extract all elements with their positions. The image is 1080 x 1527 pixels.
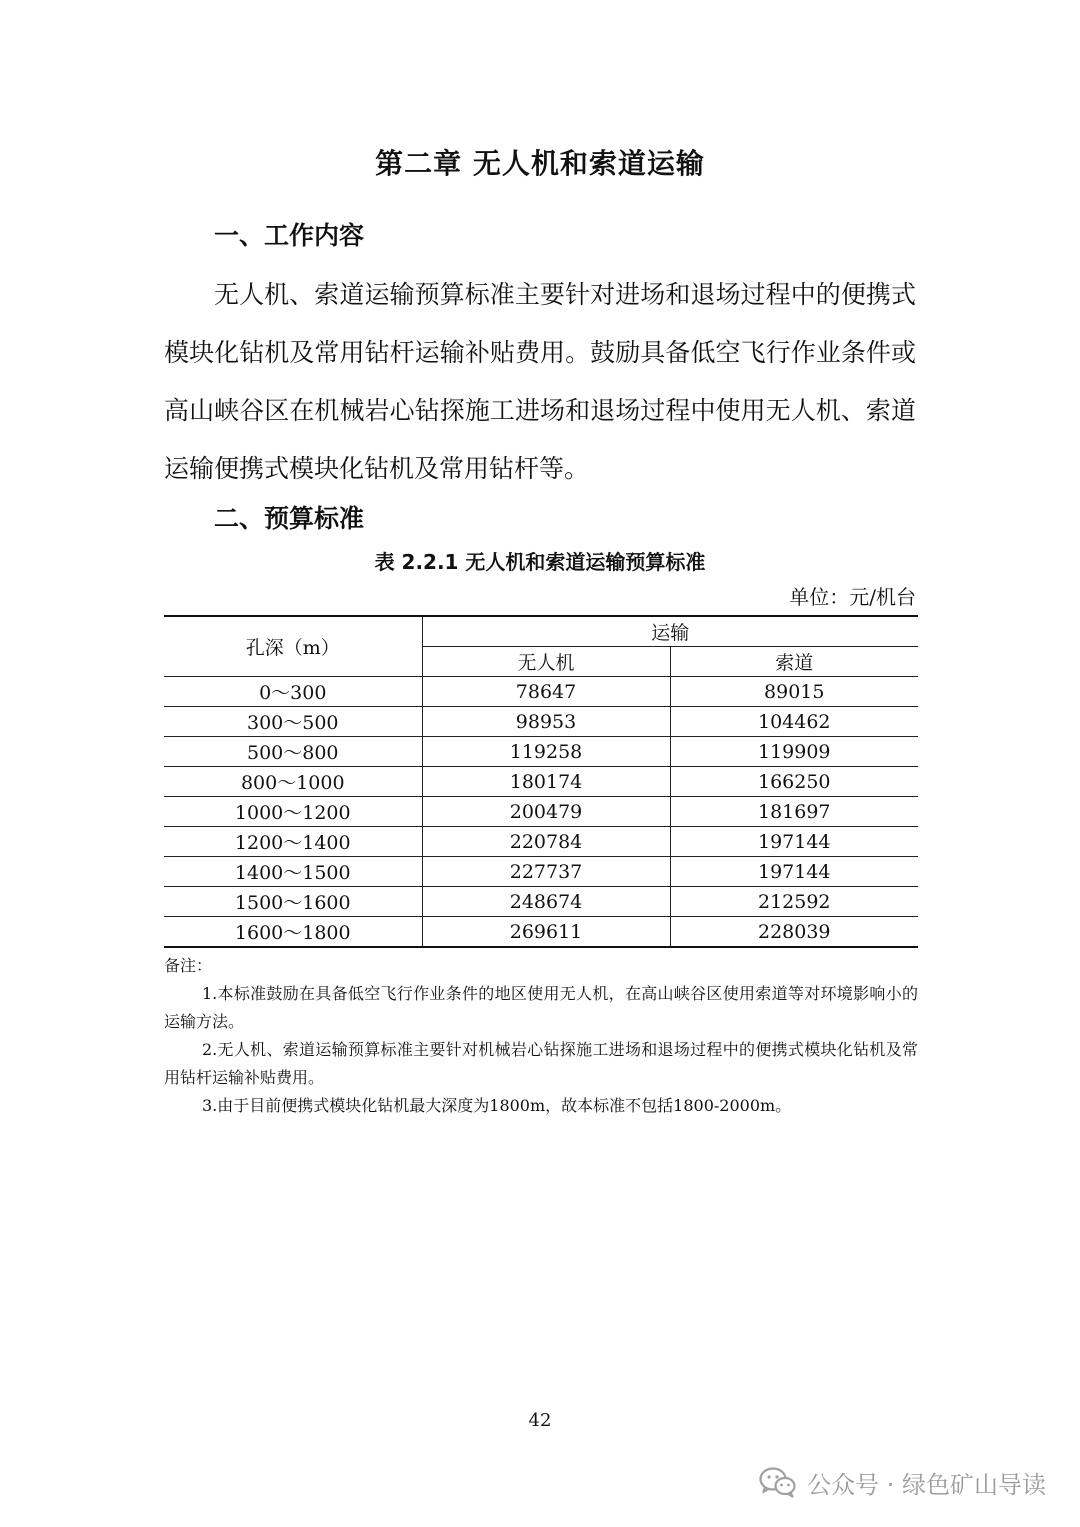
cell-drone: 248674 <box>422 887 670 917</box>
table-row <box>164 797 918 827</box>
table-row <box>164 767 918 797</box>
table-row <box>164 707 918 737</box>
cell-cableway: 119909 <box>670 737 918 767</box>
paragraph-text: 无人机、索道运输预算标准主要针对进场和退场过程中的便携式模块化钻机及常用钻杆运输补贴费用。鼓励具备低空飞行作业条件或高山峡谷区在机械岩心钻探施工进场和退场过程中使用无人机、索道运输便携式模块化钻机及常用钻杆等。 <box>164 280 916 483</box>
work-content-paragraph <box>164 266 916 498</box>
cell-drone: 119258 <box>422 737 670 767</box>
cell-depth: 0～300 <box>164 677 422 707</box>
notes-section <box>164 952 918 1120</box>
cell-drone: 269611 <box>422 917 670 948</box>
cell-cableway: 228039 <box>670 917 918 948</box>
cell-depth: 1600～1800 <box>164 917 422 948</box>
cell-drone: 180174 <box>422 767 670 797</box>
cell-depth: 1000～1200 <box>164 797 422 827</box>
cell-depth: 1500～1600 <box>164 887 422 917</box>
header-depth: 孔深（m） <box>164 616 422 677</box>
cell-depth: 300～500 <box>164 707 422 737</box>
section-heading-budget-standard: 二、预算标准 <box>214 504 365 533</box>
cell-depth: 500～800 <box>164 737 422 767</box>
header-transport: 运输 <box>422 616 918 647</box>
cell-depth: 1200～1400 <box>164 827 422 857</box>
cell-depth: 1400～1500 <box>164 857 422 887</box>
table-header-row <box>164 616 918 647</box>
section-heading-work-content: 一、工作内容 <box>214 221 365 250</box>
table-row <box>164 887 918 917</box>
table-row <box>164 737 918 767</box>
cell-cableway: 181697 <box>670 797 918 827</box>
table-unit: 单位：元/机台 <box>789 585 916 609</box>
note-item-1: 1.本标准鼓励在具备低空飞行作业条件的地区使用无人机，在高山峡谷区使用索道等对环境影响小的运输方法。 <box>164 984 918 1031</box>
table-caption: 表 2.2.1 无人机和索道运输预算标准 <box>374 550 706 574</box>
cell-cableway: 212592 <box>670 887 918 917</box>
cell-drone: 98953 <box>422 707 670 737</box>
page-number: 42 <box>528 1410 552 1431</box>
cell-cableway: 166250 <box>670 767 918 797</box>
budget-table <box>164 615 918 948</box>
cell-cableway: 104462 <box>670 707 918 737</box>
header-drone: 无人机 <box>422 647 670 677</box>
note-item-2: 2.无人机、索道运输预算标准主要针对机械岩心钻探施工进场和退场过程中的便携式模块化钻机及常用钻杆运输补贴费用。 <box>164 1040 918 1087</box>
watermark <box>759 1462 1046 1502</box>
table-row <box>164 917 918 948</box>
notes-label: 备注： <box>164 956 213 975</box>
table-row <box>164 827 918 857</box>
chapter-title: 第二章 无人机和索道运输 <box>375 147 705 180</box>
table-body <box>164 677 918 948</box>
table-row <box>164 677 918 707</box>
cell-drone: 227737 <box>422 857 670 887</box>
cell-cableway: 89015 <box>670 677 918 707</box>
table-row <box>164 857 918 887</box>
cell-cableway: 197144 <box>670 857 918 887</box>
cell-depth: 800～1000 <box>164 767 422 797</box>
cell-drone: 78647 <box>422 677 670 707</box>
note-item-3: 3.由于目前便携式模块化钻机最大深度为1800m，故本标准不包括1800-2000m。 <box>202 1096 792 1115</box>
wechat-icon <box>759 1466 797 1498</box>
cell-drone: 220784 <box>422 827 670 857</box>
cell-cableway: 197144 <box>670 827 918 857</box>
header-cableway: 索道 <box>670 647 918 677</box>
watermark-text: 公众号 · 绿色矿山导读 <box>807 1470 1046 1499</box>
cell-drone: 200479 <box>422 797 670 827</box>
